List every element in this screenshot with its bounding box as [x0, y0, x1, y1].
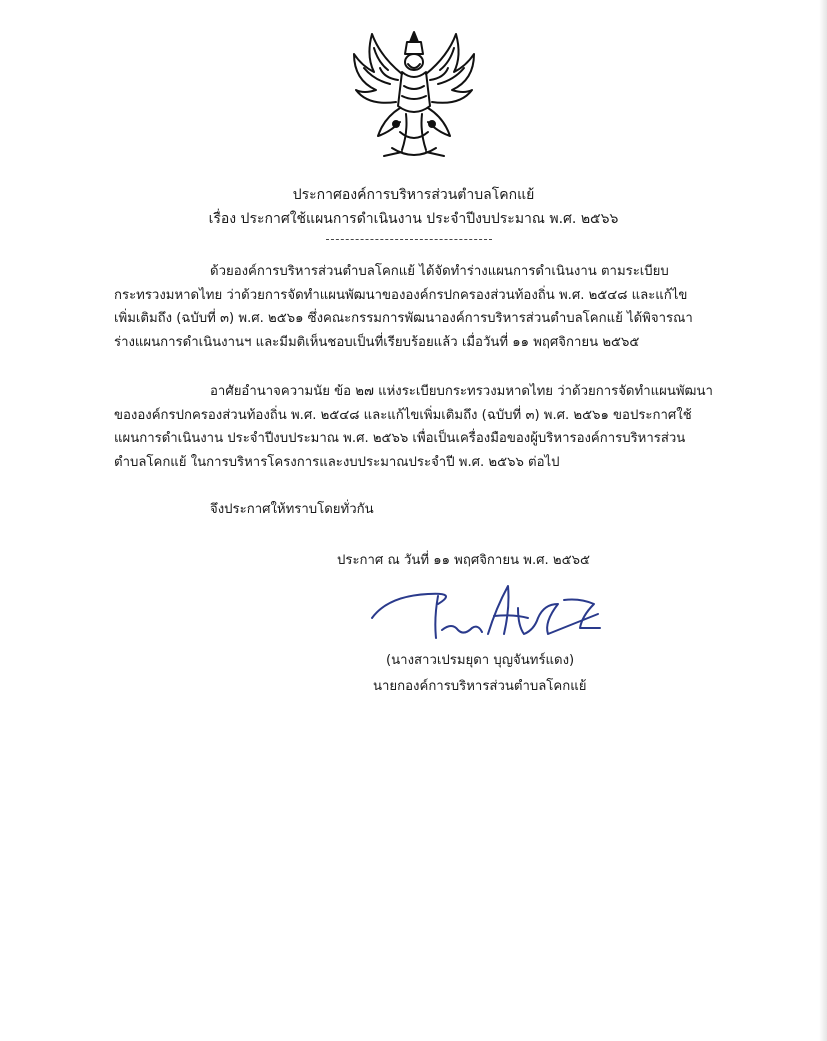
paragraph-line: เพิ่มเติมถึง (ฉบับที่ ๓) พ.ศ. ๒๕๖๑ ซึ่งคณะกรรมการพัฒนาองค์การบริหารส่วนตำบลโคกแย้ ได้พิจารณา — [114, 311, 693, 326]
signer-position: นายกองค์การบริหารส่วนตำบลโคกแย้ — [373, 679, 587, 694]
paragraph-1 — [114, 260, 693, 354]
title-divider — [326, 239, 492, 240]
paragraph-line: กระทรวงมหาดไทย ว่าด้วยการจัดทำแผนพัฒนาขององค์กรปกครองส่วนท้องถิ่น พ.ศ. ๒๕๔๘ และแก้ไข — [114, 287, 688, 303]
document-subject: เรื่อง ประกาศใช้แผนการดำเนินงาน ประจำปีงบประมาณ พ.ศ. ๒๕๖๖ — [208, 211, 619, 227]
paragraph-line: ร่างแผนการดำเนินงานฯ และมีมติเห็นชอบเป็นที่เรียบร้อยแล้ว เมื่อวันที่ ๑๑ พฤศจิกายน ๒๕๖๕ — [114, 334, 640, 350]
garuda-emblem-icon — [344, 28, 484, 168]
announcement-date: ประกาศ ณ วันที่ ๑๑ พฤศจิกายน พ.ศ. ๒๕๖๕ — [337, 553, 590, 568]
page-edge-shadow — [819, 0, 827, 1041]
paragraph-line: ด้วยองค์การบริหารส่วนตำบลโคกแย้ ได้จัดทำร่างแผนการดำเนินงาน ตามระเบียบ — [210, 264, 669, 279]
document-title: ประกาศองค์การบริหารส่วนตำบลโคกแย้ — [292, 187, 535, 203]
handwritten-signature-icon — [368, 578, 604, 650]
signer-name: (นางสาวเปรมยุดา บุญจันทร์แดง) — [386, 653, 575, 668]
paragraph-3: จึงประกาศให้ทราบโดยทั่วกัน — [210, 502, 374, 517]
paragraph-2 — [114, 380, 713, 474]
paragraph-line: ขององค์กรปกครองส่วนท้องถิ่น พ.ศ. ๒๕๔๘ และแก้ไขเพิ่มเติมถึง (ฉบับที่ ๓) พ.ศ. ๒๕๖๑ ขอประกาศใช้ — [114, 407, 692, 423]
paragraph-line: ตำบลโคกแย้ ในการบริหารโครงการและงบประมาณประจำปี พ.ศ. ๒๕๖๖ ต่อไป — [114, 454, 560, 470]
paragraph-line: แผนการดำเนินงาน ประจำปีงบประมาณ พ.ศ. ๒๕๖๖ เพื่อเป็นเครื่องมือของผู้บริหารองค์การบริหารส่วน — [114, 431, 686, 446]
paragraph-line: อาศัยอำนาจความนัย ข้อ ๒๗ แห่งระเบียบกระทรวงมหาดไทย ว่าด้วยการจัดทำแผนพัฒนา — [210, 384, 713, 399]
